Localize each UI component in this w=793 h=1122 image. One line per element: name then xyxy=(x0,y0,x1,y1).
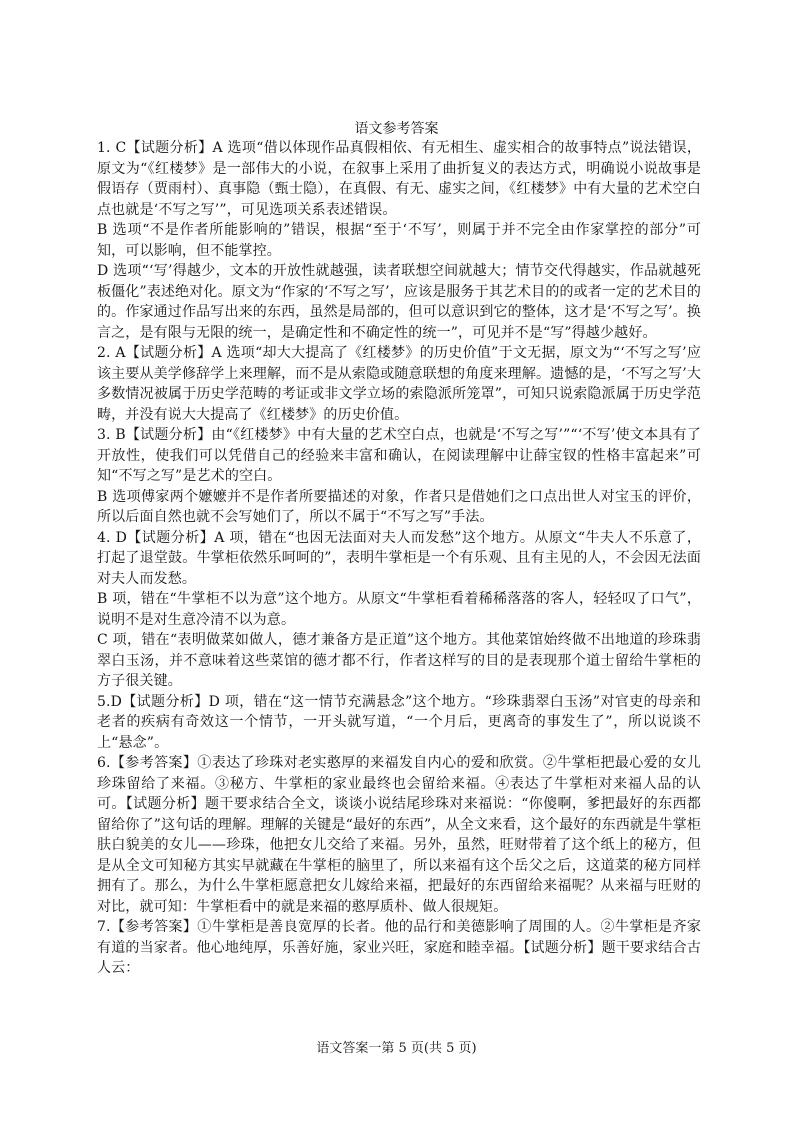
paragraph-q1-option-d: D 选项“‘写’得越少，文本的开放性就越强，读者联想空间就越大；情节交代得越实，作品就越死板僵化”表述绝对化。原文为“作家的‘不写之写’，应该是服务于其艺术目的的或者一定的艺术目的的。作家通过作品写出来的东西，虽然是局部的，但可以意识到它的整体，这才是‘不写之写’。换言之，是有限与无限的统一，是确定性和不确定性的统一”，可见并不是“写”得越少越好。 xyxy=(97,263,701,341)
paragraph-q2-analysis: 2. A【试题分析】A 选项“却大大提高了《红楼梦》的历史价值”于文无据，原文为“‘不写之写’应该主要从美学修辞学上来理解，而不是从索隐或随意联想的角度来理解。遗憾的是，‘不写之写’大多数情况被属于历史学范畴的考证或非文学立场的索隐派所笼罩”，可知只说索隐派属于历史学范畴，并没有说大大提高了《红楼梦》的历史价值。 xyxy=(97,345,701,423)
page-title: 语文参考答案 xyxy=(354,121,439,137)
paragraph-q3-option-b: B 选项傅家两个嬷嬷并不是作者所要描述的对象，作者只是借她们之口点出世人对宝玉的评价，所以后面自然也就不会写她们了，所以不属于“不写之写”手法。 xyxy=(97,488,701,525)
paragraph-q1-option-b: B 选项“不是作者所能影响的”错误，根据“至于‘不写’，则属于并不完全由作家掌控的部分”可知，可以影响，但不能掌控。 xyxy=(97,222,701,259)
paragraph-q3-analysis: 3. B【试题分析】由“《红楼梦》中有大量的艺术空白点，也就是‘不写之写’”“‘不写’使文本具有了开放性，使我们可以凭借自己的经验来丰富和确认，在阅读理解中让薛宝钗的性格丰富起来”可知“不写之写”是艺术的空白。 xyxy=(97,427,701,484)
paragraph-q6-answer: 6.【参考答案】①表达了珍珠对老实憨厚的来福发自内心的爱和欣赏。②牛掌柜把最心爱的女儿珍珠留给了来福。③秘方、牛掌柜的家业最终也会留给来福。④表达了牛掌柜对来福人品的认可。【试题分析】题干要求结合全文，谈谈小说结尾珍珠对来福说：“你傻啊，爹把最好的东西都留给你了”这句话的理解。理解的关键是“最好的东西”，从全文来看，这个最好的东西就是牛掌柜肤白貌美的女儿——珍珠，他把女儿交给了来福。另外，虽然，旺财带着了这个纸上的秘方，但是从全文可知秘方其实早就藏在牛掌柜的脑里了，所以来福有这个岳父之后，这道菜的秘方同样拥有了。那么，为什么牛掌柜愿意把女儿嫁给来福，把最好的东西留给来福呢？从来福与旺财的对比，就可知：牛掌柜看中的就是来福的憨厚质朴、做人很规矩。 xyxy=(97,755,701,915)
paragraph-q7-answer: 7.【参考答案】①牛掌柜是善良宽厚的长者。他的品行和美德影响了周围的人。②牛掌柜是齐家有道的当家者。他心地纯厚，乐善好施，家业兴旺，家庭和睦幸福。【试题分析】题干要求结合古人云： xyxy=(97,919,701,976)
paragraph-q4-option-b: B 项，错在“牛掌柜不以为意”这个地方。从原文“牛掌柜看着稀稀落落的客人，轻轻叹了口气”，说明不是对生意冷清不以为意。 xyxy=(97,591,701,628)
paragraph-q1-analysis: 1. C【试题分析】A 选项“借以体现作品真假相依、有无相生、虚实相合的故事特点”说法错误，原文为“《红楼梦》是一部伟大的小说，在叙事上采用了曲折复义的表达方式，明确说小说故事是假语存（贾雨村）、真事隐（甄士隐），在真假、有无、虚实之间，《红楼梦》中有大量的艺术空白点也就是‘不写之写’”，可见选项关系表述错误。 xyxy=(97,140,701,218)
paragraph-q5-analysis: 5.D【试题分析】D 项，错在“这一情节充满悬念”这个地方。“珍珠翡翠白玉汤”对官吏的母亲和老者的疾病有奇效这一个情节，一开头就写道，“一个月后，更离奇的事发生了”，所以说谈不上“悬念”。 xyxy=(97,693,701,751)
paragraph-q4-analysis: 4. D【试题分析】A 项，错在“也因无法面对夫人而发愁”这个地方。从原文“牛夫人不乐意了，打起了退堂鼓。牛掌柜依然乐呵呵的”，表明牛掌柜是一个有乐观、且有主见的人，不会因无法面对夫人而发愁。 xyxy=(97,529,701,587)
answer-body xyxy=(97,138,701,979)
page-footer: 语文答案一第 5 页(共 5 页) xyxy=(316,1041,477,1056)
paragraph-q4-option-c: C 项，错在“表明做菜如做人，德才兼备方是正道”这个地方。其他菜馆始终做不出地道的珍珠翡翠白玉汤，并不意味着这些菜馆的德才都不行，作者这样写的目的是表现那个道士留给牛掌柜的方子很关键。 xyxy=(97,632,701,689)
